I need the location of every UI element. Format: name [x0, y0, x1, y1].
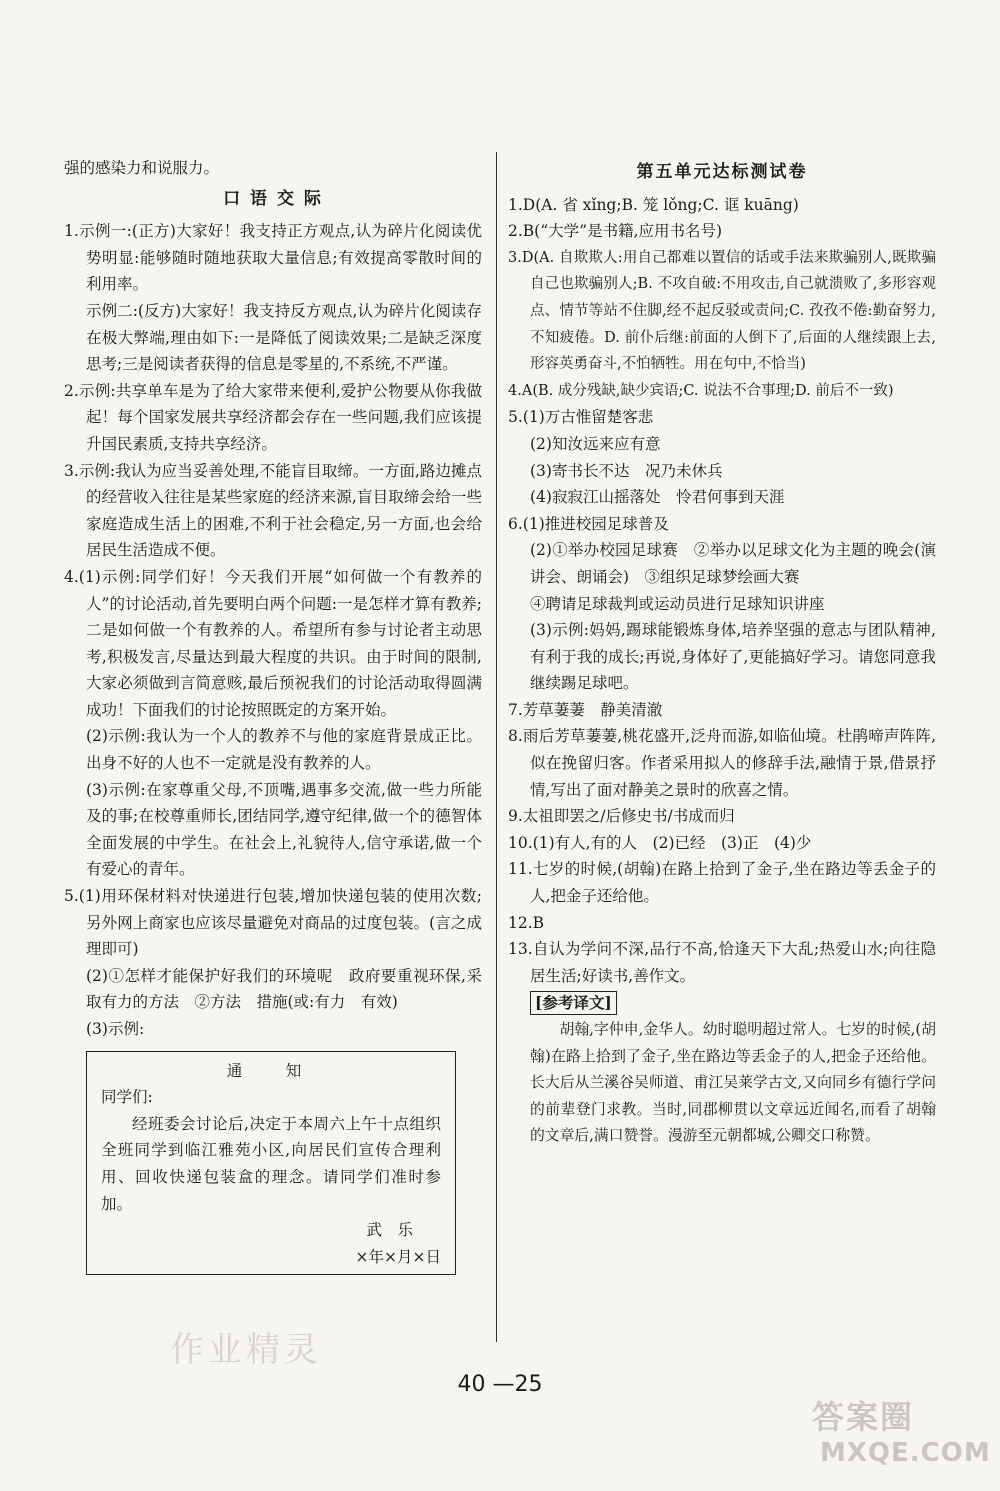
column-divider	[496, 152, 497, 1342]
answer-sub: (2)示例:我认为一个人的教养不与他的家庭背景成正比。出身不好的人也不一定就是没有教养的人。	[86, 727, 482, 773]
watermark-site-logo: 答案圈	[812, 1398, 915, 1436]
answer-item: 6.(1)推进校园足球普及	[508, 514, 669, 533]
answer-item: 3.D(A. 自欺欺人:用自己都难以置信的话或手法来欺骗别人,既欺骗自己也欺骗别人;B. 不攻自破:不用攻击,自己就溃败了,多形容观点、情节等站不住脚,经不起反驳或责问;C. 孜孜不倦:勤奋努力,不知疲倦。D. 前仆后继:前面的人倒下了,后面的人继续跟上去,形容英勇奋斗,不怕牺牲。用在句中,不恰当)	[508, 249, 936, 373]
left-column	[64, 155, 482, 1275]
answer-item: 1.示例一:(正方)大家好！我支持正方观点,认为碎片化阅读优势明显:能够随时随地获取大量信息;有效提高零散时间的利用率。	[64, 222, 482, 294]
notice-signature: 武 乐	[366, 1221, 413, 1240]
answer-sub: (3)示例:	[86, 1020, 145, 1038]
intro-line: 强的感染力和说服力。	[64, 159, 220, 177]
reference-translation-label: [参考译文]	[530, 991, 617, 1015]
answer-item: 3.示例:我认为应当妥善处理,不能盲目取缔。一方面,路边摊点的经营收入往往是某些家庭的经济来源,盲目取缔会给一些家庭造成生活上的困难,不利于社会稳定,另一方面,也会给居民生活造成不便。	[64, 461, 482, 560]
answer-sub: (4)寂寂江山摇落处 怜君何事到天涯	[530, 488, 785, 507]
answer-item: 9.太祖即罢之/后修史书/书成而归	[508, 807, 735, 826]
answer-sub: ④聘请足球裁判或运动员进行足球知识讲座	[530, 594, 825, 613]
answer-sub: (3)示例:妈妈,踢球能锻炼身体,培养坚强的意志与团队精神,有利于我的成长;再说,身体好了,更能搞好学习。请您同意我继续踢足球吧。	[530, 621, 936, 693]
notice-date: ×年×月×日	[355, 1247, 441, 1266]
page-number: 40 —25	[457, 1372, 543, 1397]
answer-sub: 示例二:(反方)大家好！我支持反方观点,认为碎片化阅读存在极大弊端,理由如下:一是降低了阅读效果;二是缺乏深度思考;三是阅读者获得的信息是零星的,不系统,不严谨。	[86, 301, 482, 374]
notice-title: 通 知	[226, 1061, 316, 1080]
reference-translation: 胡翰,字仲申,金华人。幼时聪明超过常人。七岁的时候,(胡翰)在路上拾到了金子,坐在路边等丢金子的人,把金子还给他。长大后从兰溪谷吴师道、甫江吴莱学古文,又向同乡有德行学问的前辈登门求教。当时,同郡柳贯以文章远近闻名,而看了胡翰的文章后,满口赞誉。漫游至元朝都城,公卿交口称赞。	[530, 1021, 936, 1145]
answer-item: 8.雨后芳草萋萋,桃花盛开,泛舟而游,如临仙境。杜鹃啼声阵阵,似在挽留归客。作者采用拟人的修辞手法,融情于景,借景抒情,写出了面对静美之景时的欣喜之情。	[508, 727, 936, 799]
answer-sub: (2)①举办校园足球赛 ②举办以足球文化为主题的晚会(演讲会、朗诵会) ③组织足球梦绘画大赛	[530, 541, 936, 586]
answer-item: 1.D(A. 省 xǐng;B. 笼 lǒng;C. 诓 kuāng)	[508, 195, 799, 214]
answer-sub: (3)示例:在家尊重父母,不顶嘴,遇事多交流,做一些力所能及的事;在校尊重师长,团结同学,遵守纪律,做一个的德智体全面发展的中学生。在社会上,礼貌待人,信守承诺,做一个有爱心的青年。	[86, 780, 482, 879]
watermark-site-url: MXQE.COM	[820, 1438, 991, 1468]
notice-greeting: 同学们:	[101, 1088, 153, 1107]
answer-item: 12.B	[508, 913, 545, 932]
notice-box	[86, 1051, 456, 1276]
answer-sub: (3)寄书长不达 况乃未休兵	[530, 461, 723, 480]
section-title-unit5: 第五单元达标测试卷	[636, 162, 808, 182]
watermark-stamp: 作业精灵	[170, 1330, 322, 1370]
notice-body: 经班委会讨论后,决定于本周六上午十点组织全班同学到临江雅苑小区,向居民们宣传合理利用、回收快递包装盒的理念。请同学们准时参加。	[101, 1114, 441, 1213]
answer-item: 4.(1)示例:同学们好！今天我们开展“如何做一个有教养的人”的讨论活动,首先要明白两个问题:一是怎样才算有教养;二是如何做一个有教养的人。希望所有参与讨论者主动思考,积极发言,尽量达到最大程度的共识。由于时间的限制,大家必须做到言简意赅,最后预祝我们的讨论活动取得圆满成功！下面我们的讨论按照既定的方案开始。	[64, 567, 482, 719]
answer-item: 13.自认为学问不深,品行不高,恰逢天下大乱;热爱山水;向往隐居生活;好读书,善作文。	[508, 940, 936, 985]
answer-item: 2.B(“大学”是书籍,应用书名号)	[508, 222, 723, 241]
answer-item: 2.示例:共享单车是为了给大家带来便利,爱护公物要从你我做起！每个国家发展共享经济都会存在一些问题,我们应该提升国民素质,支持共享经济。	[64, 381, 482, 453]
right-column	[508, 155, 936, 1150]
answer-item: 7.芳草萋萋 静美清澈	[508, 700, 663, 719]
answer-item: 4.A(B. 成分残缺,缺少宾语;C. 说法不合事理;D. 前后不一致)	[508, 382, 894, 399]
answer-sub: (2)知汝远来应有意	[530, 434, 661, 453]
answer-item: 5.(1)万古惟留楚客悲	[508, 408, 654, 427]
answer-sub: (2)①怎样才能保护好我们的环境呢 政府要重视环保,采取有力的方法 ②方法 措施(或:有力 有效)	[86, 966, 482, 1012]
answer-item: 10.(1)有人,有的人 (2)已经 (3)正 (4)少	[508, 833, 812, 852]
answer-item: 11.七岁的时候,(胡翰)在路上拾到了金子,坐在路边等丢金子的人,把金子还给他。	[508, 860, 936, 906]
section-title-oral: 口 语 交 际	[223, 188, 323, 209]
answer-item: 5.(1)用环保材料对快递进行包装,增加快递包装的使用次数;另外网上商家也应该尽量避免对商品的过度包装。(言之成理即可)	[64, 887, 482, 959]
